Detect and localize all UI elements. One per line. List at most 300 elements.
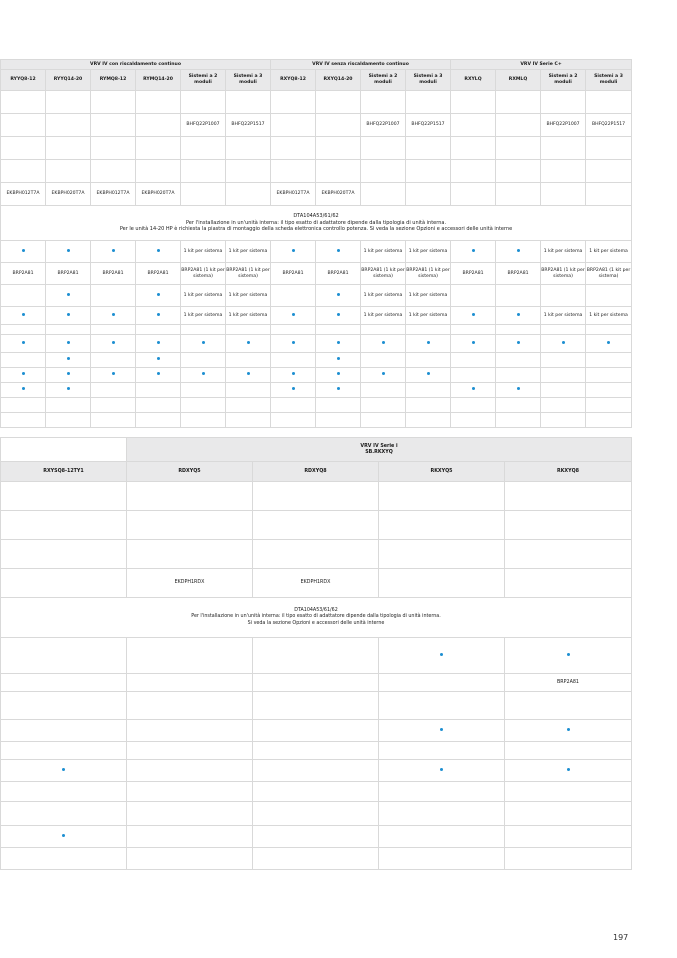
column-header: Sistemi a 3 moduli bbox=[406, 70, 451, 91]
bullet-cell bbox=[316, 285, 361, 307]
empty-cell bbox=[226, 160, 271, 183]
empty-cell bbox=[91, 114, 136, 137]
bullet-icon bbox=[337, 293, 340, 296]
empty-cell bbox=[496, 137, 541, 160]
empty-cell bbox=[226, 325, 271, 335]
bullet-icon bbox=[292, 249, 295, 252]
table-cell: BRP2A81 (1 kit per sistema) bbox=[361, 263, 406, 285]
empty-cell bbox=[586, 160, 632, 183]
empty-cell bbox=[505, 540, 632, 569]
vrv-options-table bbox=[0, 59, 632, 428]
group-header: VRV IV con riscaldamento continuo bbox=[1, 60, 271, 70]
empty-cell bbox=[136, 325, 181, 335]
table-row bbox=[1, 760, 632, 782]
table-row bbox=[1, 482, 632, 511]
bullet-icon bbox=[202, 372, 205, 375]
bullet-icon bbox=[517, 387, 520, 390]
column-header: RYYQ8-12 bbox=[1, 70, 46, 91]
bullet-cell bbox=[46, 383, 91, 398]
bullet-cell bbox=[1, 307, 46, 325]
bullet-icon bbox=[157, 341, 160, 344]
empty-cell bbox=[181, 353, 226, 368]
table-row bbox=[1, 782, 632, 802]
bullet-cell bbox=[406, 335, 451, 353]
table-cell: BHFQ22P1517 bbox=[406, 114, 451, 137]
empty-cell bbox=[541, 353, 586, 368]
empty-cell bbox=[541, 413, 586, 428]
column-header: RDXYQ8 bbox=[253, 462, 379, 482]
note-line: Si veda la sezione Opzioni e accessori delle unità interne bbox=[247, 620, 385, 626]
table-row bbox=[1, 848, 632, 870]
column-header: RXYQ8-12 bbox=[271, 70, 316, 91]
vrv-serie-i-table bbox=[0, 437, 632, 870]
bullet-cell bbox=[181, 335, 226, 353]
bullet-cell bbox=[496, 383, 541, 398]
bullet-icon bbox=[382, 372, 385, 375]
empty-cell bbox=[181, 325, 226, 335]
column-header: Sistemi a 2 moduli bbox=[541, 70, 586, 91]
empty-cell bbox=[361, 398, 406, 413]
empty-cell bbox=[226, 383, 271, 398]
bullet-icon bbox=[567, 768, 570, 771]
table-row bbox=[1, 826, 632, 848]
group-header: VRV IV Serie C+ bbox=[451, 60, 632, 70]
empty-cell bbox=[406, 137, 451, 160]
empty-cell bbox=[1, 720, 127, 742]
bullet-cell bbox=[1, 335, 46, 353]
bullet-cell bbox=[451, 335, 496, 353]
empty-cell bbox=[586, 398, 632, 413]
empty-cell bbox=[505, 848, 632, 870]
table-cell: BRP2A81 bbox=[136, 263, 181, 285]
bullet-icon bbox=[202, 341, 205, 344]
empty-cell bbox=[541, 368, 586, 383]
bullet-icon bbox=[337, 249, 340, 252]
empty-cell bbox=[127, 826, 253, 848]
empty-cell bbox=[361, 183, 406, 206]
empty-cell bbox=[1, 325, 46, 335]
bullet-icon bbox=[112, 249, 115, 252]
empty-cell bbox=[406, 183, 451, 206]
empty-cell bbox=[505, 742, 632, 760]
bullet-icon bbox=[337, 341, 340, 344]
empty-cell bbox=[181, 91, 226, 114]
column-header-row bbox=[1, 462, 632, 482]
empty-cell bbox=[127, 511, 253, 540]
table-cell: 1 kit per sistema bbox=[226, 241, 271, 263]
empty-cell bbox=[1, 692, 127, 720]
table-row bbox=[1, 413, 632, 428]
table-row bbox=[1, 398, 632, 413]
group-header-row bbox=[1, 60, 632, 70]
bullet-cell bbox=[1, 241, 46, 263]
empty-cell bbox=[496, 91, 541, 114]
bullet-icon bbox=[567, 653, 570, 656]
empty-cell bbox=[253, 674, 379, 692]
empty-cell bbox=[181, 160, 226, 183]
table-row bbox=[1, 91, 632, 114]
bullet-cell bbox=[91, 368, 136, 383]
empty-cell bbox=[226, 183, 271, 206]
bullet-icon bbox=[62, 834, 65, 837]
empty-cell bbox=[253, 802, 379, 826]
bullet-icon bbox=[67, 387, 70, 390]
bullet-cell bbox=[136, 241, 181, 263]
column-header: RYMQ8-12 bbox=[91, 70, 136, 91]
bullet-cell bbox=[379, 638, 505, 674]
empty-cell bbox=[379, 569, 505, 598]
bullet-cell bbox=[496, 335, 541, 353]
empty-cell bbox=[1, 569, 127, 598]
empty-cell bbox=[127, 742, 253, 760]
bullet-icon bbox=[567, 728, 570, 731]
empty-cell bbox=[271, 398, 316, 413]
empty-cell bbox=[586, 183, 632, 206]
table-cell: EKDPH1RDX bbox=[127, 569, 253, 598]
empty-cell bbox=[316, 91, 361, 114]
table-row bbox=[1, 638, 632, 674]
table-cell: BRP2A81 bbox=[1, 263, 46, 285]
empty-cell bbox=[253, 540, 379, 569]
empty-cell bbox=[586, 353, 632, 368]
table-cell: 1 kit per sistema bbox=[406, 307, 451, 325]
bullet-icon bbox=[292, 313, 295, 316]
empty-cell bbox=[136, 383, 181, 398]
table-cell: BRP2A81 (1 kit per sistema) bbox=[226, 263, 271, 285]
empty-cell bbox=[451, 325, 496, 335]
empty-cell bbox=[91, 353, 136, 368]
bullet-icon bbox=[22, 313, 25, 316]
bullet-cell bbox=[46, 285, 91, 307]
empty-cell bbox=[505, 782, 632, 802]
table-cell: BHFQ22P1007 bbox=[361, 114, 406, 137]
empty-cell bbox=[316, 160, 361, 183]
table-cell: EKBPH020T7A bbox=[136, 183, 181, 206]
bullet-icon bbox=[517, 249, 520, 252]
bullet-cell bbox=[136, 307, 181, 325]
empty-cell bbox=[505, 826, 632, 848]
table-row bbox=[1, 674, 632, 692]
bullet-icon bbox=[62, 768, 65, 771]
empty-cell bbox=[91, 413, 136, 428]
empty-cell bbox=[541, 398, 586, 413]
empty-cell bbox=[541, 285, 586, 307]
empty-cell bbox=[541, 383, 586, 398]
bullet-icon bbox=[112, 313, 115, 316]
table-cell: 1 kit per sistema bbox=[226, 285, 271, 307]
bullet-icon bbox=[157, 313, 160, 316]
note-line: DTA104A53/61/62 bbox=[293, 213, 339, 220]
table-row bbox=[1, 307, 632, 325]
empty-cell bbox=[379, 782, 505, 802]
table-row bbox=[1, 368, 632, 383]
bullet-cell bbox=[361, 368, 406, 383]
table-row bbox=[1, 335, 632, 353]
bullet-icon bbox=[607, 341, 610, 344]
table-cell: 1 kit per sistema bbox=[541, 241, 586, 263]
empty-cell bbox=[496, 160, 541, 183]
empty-cell bbox=[379, 848, 505, 870]
empty-cell bbox=[586, 91, 632, 114]
empty-cell bbox=[181, 183, 226, 206]
table-row bbox=[1, 183, 632, 206]
bullet-cell bbox=[1, 760, 127, 782]
empty-cell bbox=[253, 638, 379, 674]
bullet-icon bbox=[157, 293, 160, 296]
table-cell: BRP2A81 (1 kit per sistema) bbox=[586, 263, 632, 285]
table-row bbox=[1, 540, 632, 569]
empty-cell bbox=[316, 398, 361, 413]
bullet-icon bbox=[337, 357, 340, 360]
table-cell: BHFQ22P1517 bbox=[226, 114, 271, 137]
table-cell: EKDPH1RDX bbox=[253, 569, 379, 598]
empty-cell bbox=[586, 368, 632, 383]
empty-cell bbox=[181, 413, 226, 428]
empty-cell bbox=[451, 183, 496, 206]
bullet-icon bbox=[337, 387, 340, 390]
empty-cell bbox=[181, 398, 226, 413]
bullet-icon bbox=[292, 387, 295, 390]
empty-cell bbox=[541, 137, 586, 160]
column-header: RKXYQ8 bbox=[505, 462, 632, 482]
bullet-icon bbox=[440, 768, 443, 771]
empty-cell bbox=[1, 353, 46, 368]
empty-cell bbox=[136, 160, 181, 183]
group-header: VRV IV senza riscaldamento continuo bbox=[271, 60, 451, 70]
bullet-cell bbox=[379, 760, 505, 782]
group-header-line: VRV IV Serie i bbox=[360, 443, 398, 449]
table-cell: 1 kit per sistema bbox=[586, 307, 632, 325]
empty-cell bbox=[541, 160, 586, 183]
empty-cell bbox=[406, 383, 451, 398]
empty-cell bbox=[379, 674, 505, 692]
empty-cell bbox=[271, 285, 316, 307]
table-row bbox=[1, 802, 632, 826]
empty-cell bbox=[451, 137, 496, 160]
empty-cell bbox=[496, 285, 541, 307]
table-cell: 1 kit per sistema bbox=[406, 285, 451, 307]
empty-cell bbox=[91, 285, 136, 307]
empty-cell bbox=[1, 674, 127, 692]
empty-cell bbox=[91, 325, 136, 335]
empty-cell bbox=[1, 114, 46, 137]
empty-cell bbox=[127, 638, 253, 674]
bullet-icon bbox=[22, 341, 25, 344]
empty-cell bbox=[271, 353, 316, 368]
empty-cell bbox=[451, 368, 496, 383]
empty-cell bbox=[496, 325, 541, 335]
empty-cell bbox=[46, 398, 91, 413]
empty-cell bbox=[361, 325, 406, 335]
table-cell: BRP2A81 bbox=[496, 263, 541, 285]
bullet-cell bbox=[136, 368, 181, 383]
group-header bbox=[127, 438, 632, 462]
empty-cell bbox=[1, 848, 127, 870]
empty-cell bbox=[46, 137, 91, 160]
empty-cell bbox=[181, 137, 226, 160]
empty-cell bbox=[226, 91, 271, 114]
bullet-cell bbox=[451, 307, 496, 325]
empty-cell bbox=[1, 413, 46, 428]
empty-cell bbox=[253, 720, 379, 742]
bullet-icon bbox=[472, 313, 475, 316]
empty-cell bbox=[226, 398, 271, 413]
bullet-cell bbox=[91, 241, 136, 263]
bullet-cell bbox=[496, 241, 541, 263]
empty-cell bbox=[505, 511, 632, 540]
note-cell bbox=[1, 206, 632, 241]
table-cell: 1 kit per sistema bbox=[361, 307, 406, 325]
empty-cell bbox=[505, 569, 632, 598]
empty-cell bbox=[496, 368, 541, 383]
empty-cell bbox=[127, 802, 253, 826]
note-row bbox=[1, 598, 632, 638]
bullet-icon bbox=[22, 387, 25, 390]
bullet-icon bbox=[67, 372, 70, 375]
bullet-cell bbox=[505, 638, 632, 674]
empty-cell bbox=[91, 137, 136, 160]
table-cell: 1 kit per sistema bbox=[406, 241, 451, 263]
bullet-icon bbox=[112, 341, 115, 344]
empty-cell bbox=[406, 160, 451, 183]
bullet-icon bbox=[22, 372, 25, 375]
empty-cell bbox=[586, 285, 632, 307]
table-cell: BRP2A81 (1 kit per sistema) bbox=[181, 263, 226, 285]
bullet-icon bbox=[67, 341, 70, 344]
bullet-icon bbox=[157, 357, 160, 360]
empty-cell bbox=[379, 826, 505, 848]
empty-cell bbox=[91, 383, 136, 398]
bullet-icon bbox=[440, 653, 443, 656]
empty-cell bbox=[253, 782, 379, 802]
bullet-icon bbox=[427, 341, 430, 344]
table-cell: 1 kit per sistema bbox=[586, 241, 632, 263]
empty-cell bbox=[505, 692, 632, 720]
table-cell: BRP2A81 (1 kit per sistema) bbox=[541, 263, 586, 285]
bullet-icon bbox=[427, 372, 430, 375]
empty-cell bbox=[253, 826, 379, 848]
table-row bbox=[1, 511, 632, 540]
bullet-cell bbox=[316, 353, 361, 368]
empty-cell bbox=[226, 413, 271, 428]
empty-cell bbox=[496, 183, 541, 206]
empty-cell bbox=[46, 114, 91, 137]
empty-cell bbox=[253, 692, 379, 720]
bullet-cell bbox=[505, 760, 632, 782]
empty-cell bbox=[127, 692, 253, 720]
bullet-cell bbox=[316, 241, 361, 263]
bullet-cell bbox=[541, 335, 586, 353]
bullet-cell bbox=[46, 353, 91, 368]
bullet-cell bbox=[271, 335, 316, 353]
column-header: RXYLQ bbox=[451, 70, 496, 91]
table-row bbox=[1, 160, 632, 183]
bullet-cell bbox=[406, 368, 451, 383]
empty-cell bbox=[451, 353, 496, 368]
column-header: RDXYQ5 bbox=[127, 462, 253, 482]
table-cell: 1 kit per sistema bbox=[181, 241, 226, 263]
bullet-icon bbox=[67, 249, 70, 252]
group-header-line: SB.RKXYQ bbox=[365, 449, 393, 455]
empty-cell bbox=[271, 114, 316, 137]
table-cell: BHFQ22P1517 bbox=[586, 114, 632, 137]
bullet-cell bbox=[136, 335, 181, 353]
bullet-cell bbox=[1, 383, 46, 398]
empty-cell bbox=[379, 742, 505, 760]
group-header-row bbox=[1, 438, 632, 462]
note-line: DTA104A53/61/62 bbox=[294, 607, 338, 613]
bullet-cell bbox=[46, 241, 91, 263]
column-header-row bbox=[1, 70, 632, 91]
table-cell: 1 kit per sistema bbox=[181, 285, 226, 307]
empty-cell bbox=[505, 482, 632, 511]
bullet-cell bbox=[379, 720, 505, 742]
empty-cell bbox=[379, 692, 505, 720]
empty-cell bbox=[136, 413, 181, 428]
table-cell: EKBPH012T7A bbox=[271, 183, 316, 206]
empty-cell bbox=[271, 137, 316, 160]
bullet-icon bbox=[382, 341, 385, 344]
bullet-cell bbox=[46, 307, 91, 325]
empty-cell bbox=[127, 782, 253, 802]
empty-cell bbox=[253, 760, 379, 782]
empty-cell bbox=[505, 802, 632, 826]
column-header: Sistemi a 2 moduli bbox=[181, 70, 226, 91]
bullet-icon bbox=[472, 341, 475, 344]
empty-cell bbox=[541, 183, 586, 206]
bullet-icon bbox=[67, 293, 70, 296]
empty-cell bbox=[379, 802, 505, 826]
empty-cell bbox=[379, 511, 505, 540]
bullet-cell bbox=[226, 368, 271, 383]
empty-cell bbox=[451, 91, 496, 114]
bullet-cell bbox=[181, 368, 226, 383]
empty-cell bbox=[406, 91, 451, 114]
table-cell: EKBPH020T7A bbox=[316, 183, 361, 206]
bullet-icon bbox=[517, 341, 520, 344]
bullet-cell bbox=[1, 826, 127, 848]
note-cell bbox=[1, 598, 632, 638]
table-row bbox=[1, 325, 632, 335]
empty-cell bbox=[316, 325, 361, 335]
empty-cell bbox=[1, 742, 127, 760]
empty-cell bbox=[1, 398, 46, 413]
empty-cell bbox=[496, 413, 541, 428]
table-cell: EKBPH012T7A bbox=[1, 183, 46, 206]
empty-cell bbox=[1, 638, 127, 674]
bullet-icon bbox=[247, 372, 250, 375]
empty-cell bbox=[271, 413, 316, 428]
empty-cell bbox=[316, 413, 361, 428]
empty-cell bbox=[127, 760, 253, 782]
empty-cell bbox=[451, 285, 496, 307]
bullet-icon bbox=[337, 372, 340, 375]
table-row bbox=[1, 353, 632, 368]
note-line: Per l'installazione in un'unità interna: il tipo esatto di adattatore dipende dalla tipologia di unità interna. bbox=[185, 219, 447, 226]
note-line: Per le unità 14-20 HP è richiesta la piastra di montaggio della scheda elettronica controllo potenza. Si veda la sezione Opzioni e accessori delle unità interne bbox=[119, 226, 513, 233]
empty-cell bbox=[406, 398, 451, 413]
bullet-icon bbox=[292, 341, 295, 344]
bullet-icon bbox=[247, 341, 250, 344]
empty-cell bbox=[226, 137, 271, 160]
table-cell: BHFQ22P1007 bbox=[181, 114, 226, 137]
table-row bbox=[1, 263, 632, 285]
bullet-cell bbox=[91, 307, 136, 325]
empty-cell bbox=[1, 540, 127, 569]
empty-cell bbox=[451, 114, 496, 137]
empty-cell bbox=[91, 160, 136, 183]
bullet-icon bbox=[337, 313, 340, 316]
